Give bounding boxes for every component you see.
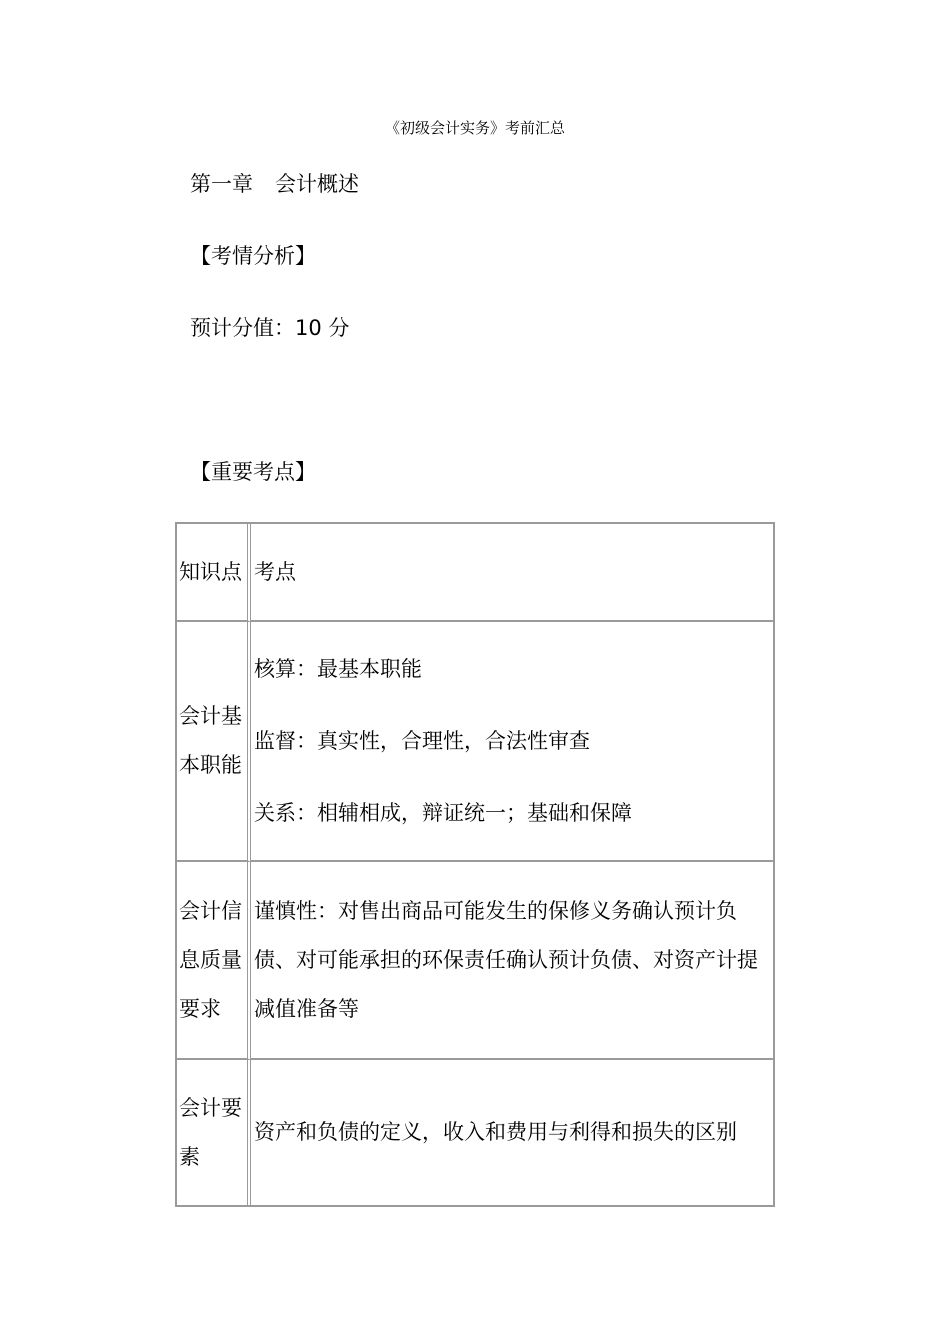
table-row — [177, 1060, 773, 1205]
point-text: 核算：最基本职能 — [254, 657, 422, 681]
chapter-number: 第一章 — [190, 172, 253, 196]
table-header-row — [177, 524, 773, 622]
key-points-table — [175, 522, 775, 1207]
point-text: 谨慎性：对售出商品可能发生的保修义务确认预计负债、对可能承担的环保责任确认预计负债、对资产计提减值准备等 — [254, 898, 758, 1021]
header-points: 考点 — [251, 524, 773, 622]
point-text: 监督：真实性，合理性，合法性审查 — [254, 729, 590, 753]
expected-score: 预计分值：10 分 — [190, 316, 350, 340]
row-points — [251, 1060, 773, 1205]
document-title: 《初级会计实务》考前汇总 — [384, 119, 565, 137]
key-points-heading: 【重要考点】 — [190, 460, 316, 484]
table-row — [177, 622, 773, 862]
row-topic: 会计基本职能 — [177, 622, 251, 862]
chapter-name: 会计概述 — [275, 172, 359, 196]
row-topic: 会计要素 — [177, 1060, 251, 1205]
row-points — [251, 862, 773, 1060]
table-row — [177, 862, 773, 1060]
point-text: 资产和负债的定义，收入和费用与利得和损失的区别 — [254, 1120, 737, 1144]
header-topic: 知识点 — [177, 524, 251, 622]
point-text: 关系：相辅相成，辩证统一；基础和保障 — [254, 801, 632, 825]
row-topic: 会计信息质量要求 — [177, 862, 251, 1060]
row-points — [251, 622, 773, 862]
chapter-heading — [190, 170, 359, 198]
analysis-heading: 【考情分析】 — [190, 244, 316, 268]
